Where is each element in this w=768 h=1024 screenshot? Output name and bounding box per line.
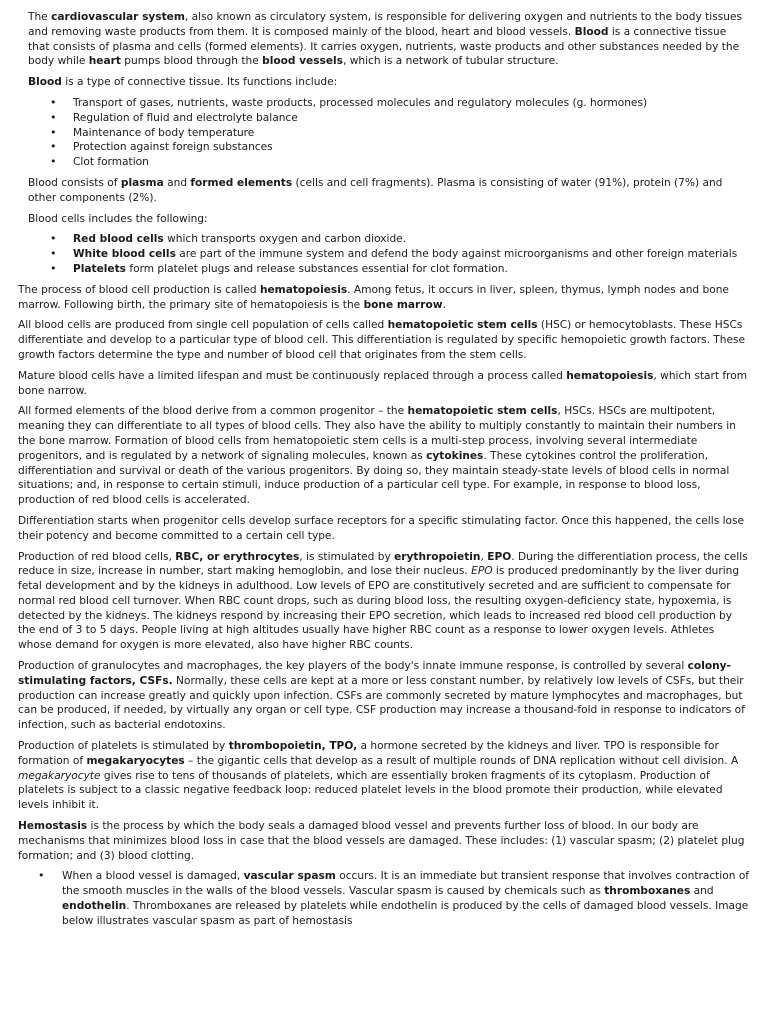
list-item: • Clot formation (18, 155, 750, 170)
hemostasis-paragraph: Hemostasis is the process by which the body seals a damaged blood vessel and prevents further loss of blood. In our body are mechanisms that minimizes blood loss in case that the blood vessels are damaged. These includes: (1) vascular spasm; (2) platelet plug formation; and (3) blood clotting. (18, 820, 745, 862)
hemostasis-list (18, 869, 750, 928)
blood-composition-paragraph: Blood consists of plasma and formed elements (cells and cell fragments). Plasma is consisting of water (91%), protein (7%) and other components (2%). (28, 176, 723, 204)
granulocyte-paragraph: Production of granulocytes and macrophages, the key players of the body's innate immune response, is controlled by several colony-stimulating factors, CSFs. Normally, these cells are kept at a more or less constant number, by relatively low levels of CSFs, but their production can increase greatly and quickly upon infection. CSFs are commonly secreted by mature lymphocytes and macrophages, but can be produced, if needed, by virtually any organ or cell type. CSF production may increase a thousand-fold in response to indicators of infection, such as bacterial endotoxins. (18, 660, 745, 732)
platelet-production-paragraph: Production of platelets is stimulated by thrombopoietin, TPO, a hormone secreted by the kidneys and liver. TPO is responsible for formation of megakaryocytes – the gigantic cells that develop as a result of multiple rounds of DNA replication without cell division. A megakaryocyte gives rise to tens of thousands of platelets, which are essentially broken fragments of its cytoplasm. Production of platelets is subject to a classic negative feedback loop: reduced platelet levels in the blood promote their production, while elevated levels inhibit it. (18, 740, 739, 812)
blood-cells-list (18, 232, 750, 276)
rbc-production-paragraph: Production of red blood cells, RBC, or erythrocytes, is stimulated by erythropoietin, EPO. During the differentiation process, the cells reduce in size, increase in number, start making hemoglobin, and lose their nucleus. EPO is produced predominantly by the liver during fetal development and by the kidneys in adulthood. Low levels of EPO are constitutively secreted and are sufficient to compensate for normal red blood cell turnover. When RBC count drops, such as during blood loss, the resulting oxygen-deficiency state, hypoxemia, is detected by the kidneys. The kidneys respond by increasing their EPO secretion, which leads to increased red blood cell production by the end of 3 to 5 days. People living at high altitudes usually have higher RBC count as a response to lower oxygen levels. Athletes whose demand for oxygen is more elevated, also have higher RBC counts. (18, 550, 748, 652)
intro-paragraph: The cardiovascular system, also known as circulatory system, is responsible for delivering oxygen and nutrients to the body tissues and removing waste products from them. It is composed mainly of the blood, heart and blood vessels. Blood is a connective tissue that consists of plasma and cells (formed elements). It carries oxygen, nutrients, waste products and other substances needed by the body while heart pumps blood through the blood vessels, which is a network of tubular structure. (28, 11, 742, 68)
list-item: • Red blood cells which transports oxygen and carbon dioxide. (18, 232, 750, 247)
list-item: • Maintenance of body temperature (18, 126, 750, 141)
blood-functions-list (18, 96, 750, 170)
stem-cells-paragraph: All blood cells are produced from single cell population of cells called hematopoietic stem cells (HSC) or hemocytoblasts. These HSCs differentiate and develop to a particular type of blood cell. This differentiation is regulated by specific hemopoietic growth factors. These growth factors determine the type and number of blood cell that originates from the stem cells. (18, 319, 746, 361)
lifespan-paragraph: Mature blood cells have a limited lifespan and must be continuously replaced through a process called hematopoiesis, which start from bone narrow. (18, 369, 748, 397)
differentiation-paragraph: Differentiation starts when progenitor cells develop surface receptors for a specific stimulating factor. Once this happened, the cells lose their potency and become committed to a certain cell type. (18, 514, 745, 542)
list-item: • Transport of gases, nutrients, waste products, processed molecules and regulatory molecules (g. hormones) (18, 96, 750, 111)
list-item: • When a blood vessel is damaged, vascular spasm occurs. It is an immediate but transient response that involves contraction of the smooth muscles in the walls of the blood vessels. Vascular spasm is caused by chemicals such as thromboxanes and endothelin. Thromboxanes are released by platelets while endothelin is produced by the cells of damaged blood vessels. Image below illustrates vascular spasm as part of hemostasis (18, 869, 750, 928)
list-item: • Protection against foreign substances (18, 140, 750, 155)
progenitor-paragraph: All formed elements of the blood derive from a common progenitor – the hematopoietic stem cells, HSCs. HSCs are multipotent, meaning they can differentiate to all types of blood cells. They also have the ability to multiply constantly to maintain their numbers in the bone marrow. Formation of blood cells from hematopoietic stem cells is a multi-step process, involving several intermediate progenitors, and is regulated by a network of signaling molecules, known as cytokines. These cytokines control the proliferation, differentiation and survival or death of the various progenitors. By doing so, they maintain steady-state levels of blood cells in normal situations; and, in response to certain stimuli, induce production of a particular cell type. For example, in response to blood loss, production of red blood cells is accelerated. (18, 405, 736, 507)
blood-cells-intro: Blood cells includes the following: (28, 212, 208, 225)
list-item: • Regulation of fluid and electrolyte balance (18, 111, 750, 126)
document-body (18, 10, 750, 929)
blood-functions-intro: Blood is a type of connective tissue. Its functions include: (28, 76, 338, 89)
hematopoiesis-paragraph: The process of blood cell production is called hematopoiesis. Among fetus, it occurs in liver, spleen, thymus, lymph nodes and bone marrow. Following birth, the primary site of hematopoiesis is the bone marrow. (18, 283, 729, 311)
list-item: • White blood cells are part of the immune system and defend the body against microorganisms and other foreign materials (18, 247, 750, 262)
list-item: • Platelets form platelet plugs and release substances essential for clot formation. (18, 262, 750, 277)
